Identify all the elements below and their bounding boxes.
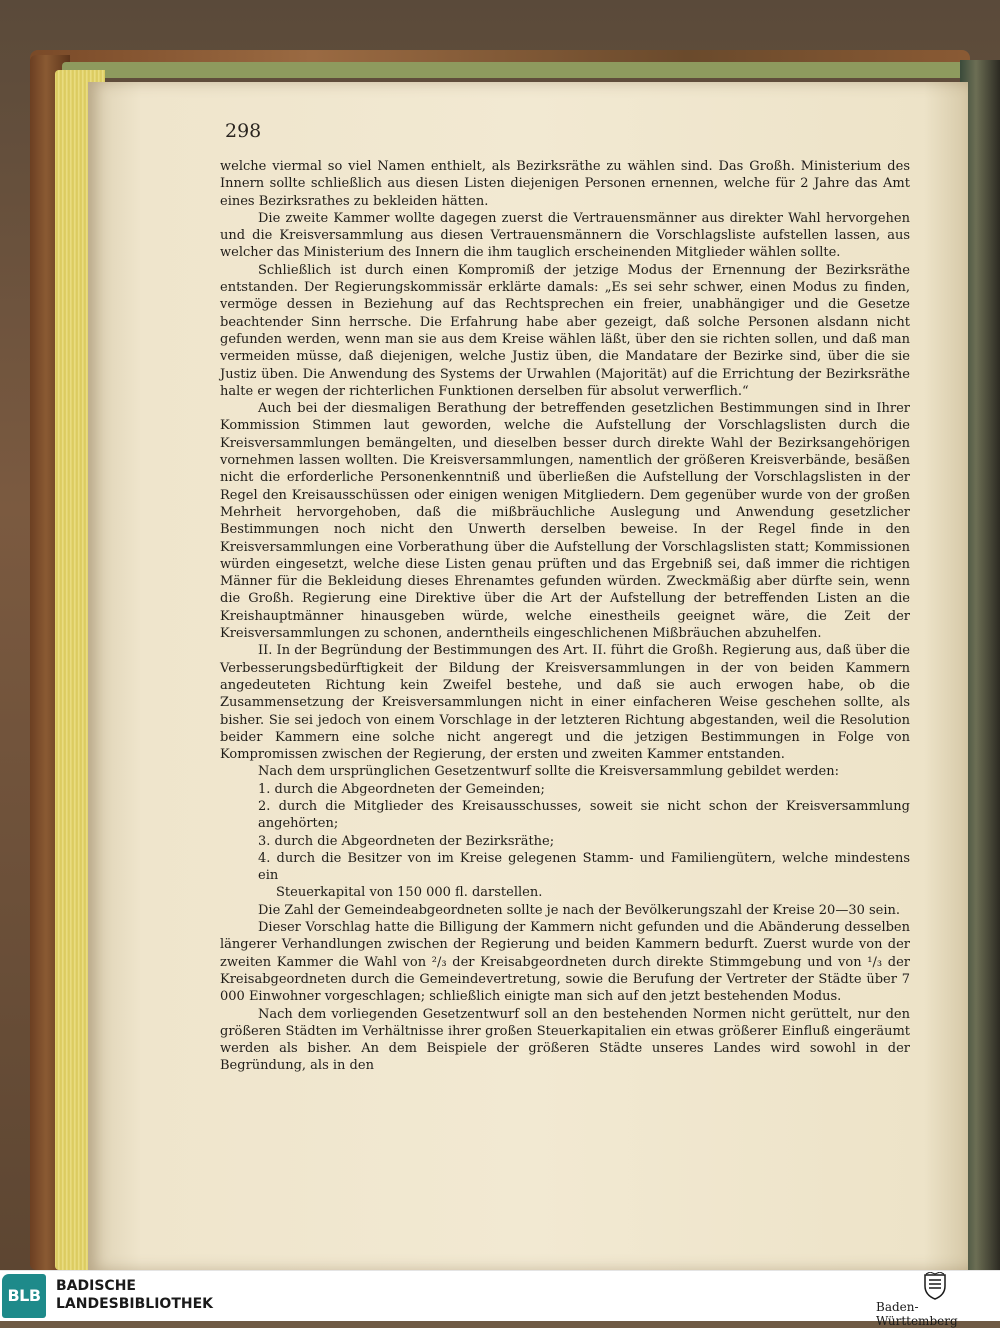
library-name-line2: LANDESBIBLIOTHEK <box>56 1296 214 1312</box>
paragraph: Schließlich ist durch einen Kompromiß der jetzige Modus der Ernennung der Bezirksräthe entstanden. Der Regierungskommissär erklärte damals: „Es sei sehr schwer, einen Modus zu finden, vermöge dessen in Beziehung auf das Rechtsprechen ein freier, unabhängiger und die Gesetze beachtender Sinn herrsche. Die Erfahrung habe aber gezeigt, daß solche Personen alsdann nicht gefunden werden, wenn man sie aus dem Kreise wählen läßt, über den sie richten sollen, und daß man vermeiden müsse, daß diejenigen, welche Justiz üben, die Mandatare der Bezirke sind, über die sie Justiz üben. Die Anwendung des Systems der Urwahlen (Majorität) auf die Errichtung der Bezirksräthe halte er wegen der richterlichen Funktionen derselben für absolut verwerflich.“ <box>220 262 910 399</box>
list-item: 1. durch die Abgeordneten der Gemeinden; <box>258 781 545 797</box>
blb-logo-icon[interactable]: BLB <box>2 1274 46 1318</box>
book-top-edge <box>62 62 992 78</box>
paragraph: welche viermal so viel Namen enthielt, als Bezirksräthe zu wählen sind. Das Großh. Ministerium des Innern sollte schließlich aus diesen Listen diejenigen Personen ernennen, welche für 2 Jahre das Amt eines Bezirksrathes zu bekleiden hätten. <box>220 159 910 209</box>
library-name-line1: BADISCHE <box>56 1278 136 1294</box>
list-item: 2. durch die Mitglieder des Kreisausschusses, soweit sie nicht schon der Kreisversammlung angehörten; <box>258 798 910 832</box>
list-item-continuation: Steuerkapital von 150 000 fl. darstellen. <box>276 885 543 901</box>
enumerated-list <box>220 781 910 902</box>
paragraph: Dieser Vorschlag hatte die Billigung der Kammern nicht gefunden und die Abänderung desselben längerer Verhandlungen zwischen der Regierung und beiden Kammern bedurft. Zuerst wurde von der zweiten Kammer die Wahl von ²/₃ der Kreisabgeordneten durch direkte Stimmgebung und von ¹/₃ der Kreisabgeordneten durch die Gemeindevertretung, sowie die Berufung der Vertreter der Städte über 7 000 Einwohner vorgeschlagen; schließlich einigte man sich auf den jetzt bestehenden Modus. <box>220 920 910 1005</box>
paragraph: II. In der Begründung der Bestimmungen des Art. II. führt die Großh. Regierung aus, daß über die Verbesserungsbedürftigkeit der Bildung der Kreisversammlungen in der von beiden Kammern angedeuteten Richtung kein Zweifel bestehe, und daß sie auch erwogen habe, ob die Zusammensetzung der Kreisversammlungen nicht in einer einfacheren Weise geschehen sollte, als bisher. Sie sei jedoch von einem Vorschlage in der letzteren Richtung abgestanden, weil die Resolution beider Kammern eine solche nicht angeregt und die jetzigen Bestimmungen in Folge von Kompromissen zwischen der Regierung, der ersten und zweiten Kammer entstanden. <box>220 643 910 763</box>
list-item: 3. durch die Abgeordneten der Bezirksräthe; <box>258 833 555 849</box>
paragraph: Nach dem ursprünglichen Gesetzentwurf sollte die Kreisversammlung gebildet werden: <box>258 764 840 780</box>
list-item: 4. durch die Besitzer von im Kreise gelegenen Stamm- und Familiengütern, welche mindestens ein Steuerkapital von 150 000 fl. darstellen. <box>258 850 910 901</box>
paragraph: Die Zahl der Gemeindeabgeordneten sollte je nach der Bevölkerungszahl der Kreise 20—30 sein. <box>258 902 901 918</box>
paragraph: Nach dem vorliegenden Gesetzentwurf soll an den bestehenden Normen nicht gerüttelt, nur den größeren Städten im Verhältnisse ihrer großen Steuerkapitalien ein etwas größerer Einfluß eingeräumt werden als bisher. An dem Beispiele der größeren Städte unseres Landes wird sowohl in der Begründung, als in den <box>220 1006 910 1074</box>
page-number: 298 <box>225 120 262 142</box>
state-label: Baden-Württemberg <box>876 1300 958 1328</box>
paragraph: Die zweite Kammer wollte dagegen zuerst die Vertrauensmänner aus direkter Wahl hervorgehen und die Kreisversammlung aus diesen Vertrauensmännern die Vorschlagsliste aufstellen lassen, aus welcher das Ministerium des Innern die ihm tauglich erscheinenden Mitglieder wählen sollte. <box>220 210 910 261</box>
paragraph: Auch bei der diesmaligen Berathung der betreffenden gesetzlichen Bestimmungen sind in Ihrer Kommission Stimmen laut geworden, welche die Aufstellung der Vorschlagslisten durch die Kreisversammlungen bemängelten, und dieselben besser durch direkte Wahl der Bezirksangehörigen vornehmen lassen wollten. Die Kreisversammlungen, namentlich der größeren Kreisverbände, besäßen nicht die erforderliche Personenkenntniß und überließen die Aufstellung der Vorschlagslisten in der Regel den Kreisausschüssen oder einigen wenigen Mitgliedern. Dem gegenüber wurde von der großen Mehrheit hervorgehoben, daß die mißbräuchliche Auslegung und Anwendung gesetzlicher Bestimmungen noch nicht den Unwerth derselben beweise. In der Regel finde in den Kreisversammlungen eine Vorberathung über die Aufstellung der Vorschlagslisten statt; Kommissionen würden eingesetzt, welche diese Listen genau prüften und das Ergebniß sei, daß immer die richtigen Männer für die Bekleidung dieses Ehrenamtes gefunden würden. Zweckmäßig aber dürfte sein, wenn die Großh. Regierung eine Direktive über die Art der Aufstellung der betreffenden Listen an die Kreishauptmänner hinausgeben würde, welche einestheils geeignet wäre, die Zeit der Kreisversammlungen zu schonen, anderntheils eingeschlichenen Mißbräuchen abzuhelfen. <box>220 401 910 642</box>
library-name[interactable] <box>56 1277 213 1313</box>
coat-of-arms-icon <box>922 1272 948 1300</box>
page-text <box>220 158 910 1075</box>
